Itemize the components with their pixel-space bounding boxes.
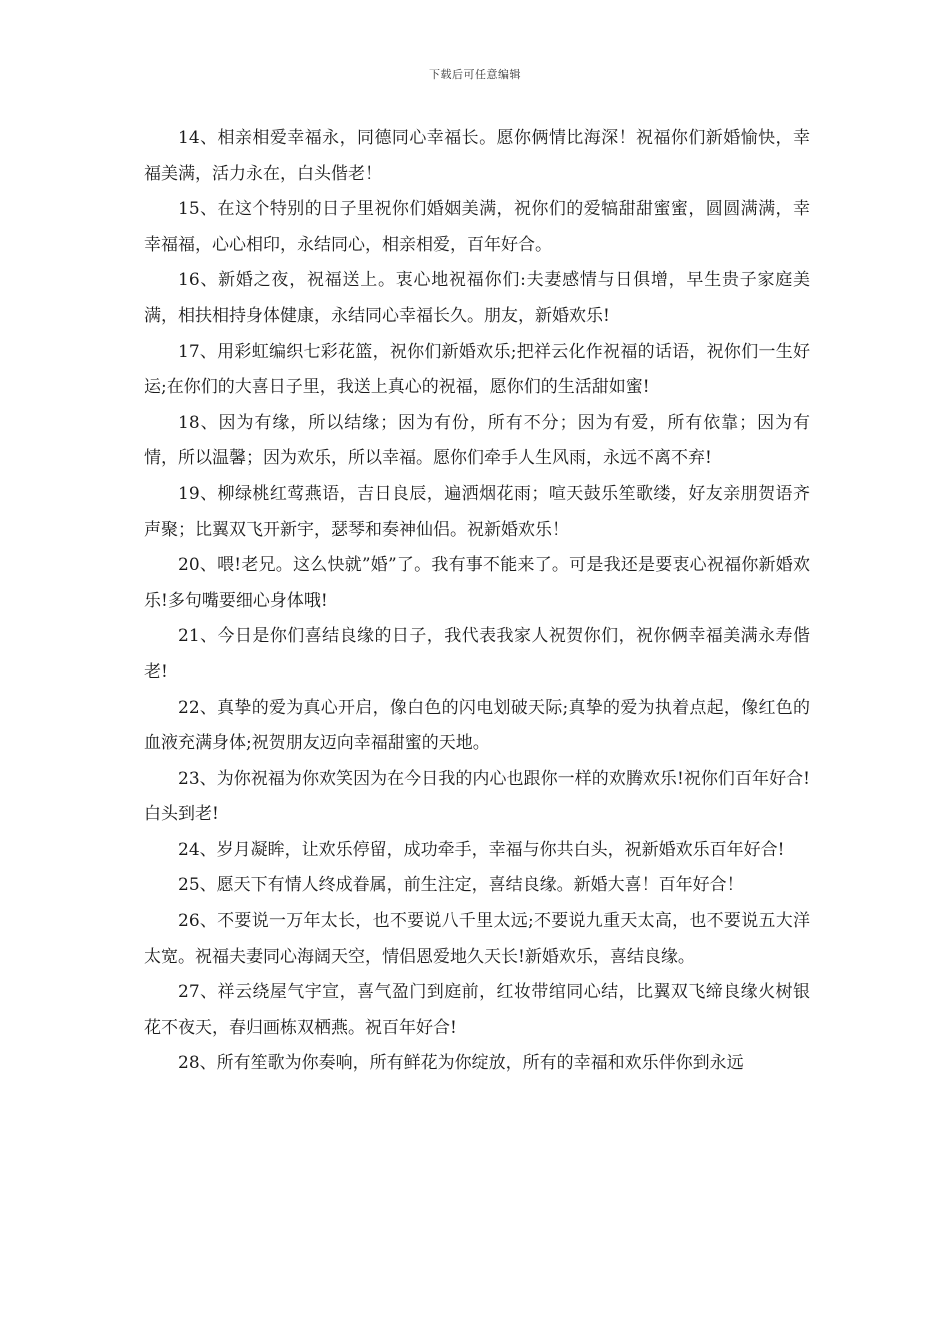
page-header: 下载后可任意编辑: [429, 68, 521, 81]
paragraph-26: 26、不要说一万年太长，也不要说八千里太远;不要说九重天太高，也不要说五大洋太宽。祝福夫妻同心海阔天空，情侣恩爱地久天长!新婚欢乐，喜结良缘。: [144, 911, 810, 967]
paragraph-24: 24、岁月凝眸，让欢乐停留，成功牵手，幸福与你共白头，祝新婚欢乐百年好合!: [178, 839, 785, 860]
paragraph-18: 18、因为有缘，所以结缘；因为有份，所有不分；因为有爱，所有依靠；因为有情，所以温馨；因为欢乐，所以幸福。愿你们牵手人生风雨，永远不离不弃!: [144, 412, 810, 469]
paragraph-22: 22、真挚的爱为真心开启，像白色的闪电划破天际;真挚的爱为执着点起，像红色的血液充满身体;祝贺朋友迈向幸福甜蜜的天地。: [144, 697, 810, 754]
paragraph-21: 21、今日是你们喜结良缘的日子，我代表我家人祝贺你们，祝你俩幸福美满永寿偕老!: [144, 626, 810, 682]
paragraph-27: 27、祥云绕屋气宇宣，喜气盈门到庭前，红妆带绾同心结，比翼双飞缔良缘火树银花不夜天，春归画栋双栖燕。祝百年好合!: [144, 982, 810, 1038]
paragraph-23: 23、为你祝福为你欢笑因为在今日我的内心也跟你一样的欢腾欢乐!祝你们百年好合!白头到老!: [144, 768, 810, 825]
paragraph-14: 14、相亲相爱幸福永，同德同心幸福长。愿你俩情比海深！祝福你们新婚愉快，幸福美满，活力永在，白头偕老！: [144, 128, 810, 184]
paragraph-19: 19、柳绿桃红莺燕语，吉日良辰，遍洒烟花雨；喧天鼓乐笙歌缕，好友亲朋贺语齐声聚；比翼双飞开新宇，瑟琴和奏神仙侣。祝新婚欢乐！: [144, 483, 810, 540]
paragraph-28: 28、所有笙歌为你奏响，所有鲜花为你绽放，所有的幸福和欢乐伴你到永远: [178, 1053, 744, 1074]
paragraph-25: 25、愿天下有情人终成眷属，前生注定，喜结良缘。新婚大喜！百年好合！: [178, 875, 744, 896]
paragraph-20: 20、喂!老兄。这么快就”婚”了。我有事不能来了。可是我还是要衷心祝福你新婚欢乐!多句嘴要细心身体哦!: [144, 555, 810, 611]
paragraph-15: 15、在这个特别的日子里祝你们婚姻美满，祝你们的爱犒甜甜蜜蜜，圆圆满满，幸幸福福，心心相印，永结同心，相亲相爱，百年好合。: [144, 199, 810, 255]
paragraph-16: 16、新婚之夜，祝福送上。衷心地祝福你们:夫妻感情与日俱增，早生贵子家庭美满，相扶相持身体健康，永结同心幸福长久。朋友，新婚欢乐!: [144, 270, 810, 326]
paragraph-17: 17、用彩虹编织七彩花篮，祝你们新婚欢乐;把祥云化作祝福的话语，祝你们一生好运;在你们的大喜日子里，我送上真心的祝福，愿你们的生活甜如蜜!: [144, 341, 810, 398]
document-body: [144, 121, 810, 1082]
